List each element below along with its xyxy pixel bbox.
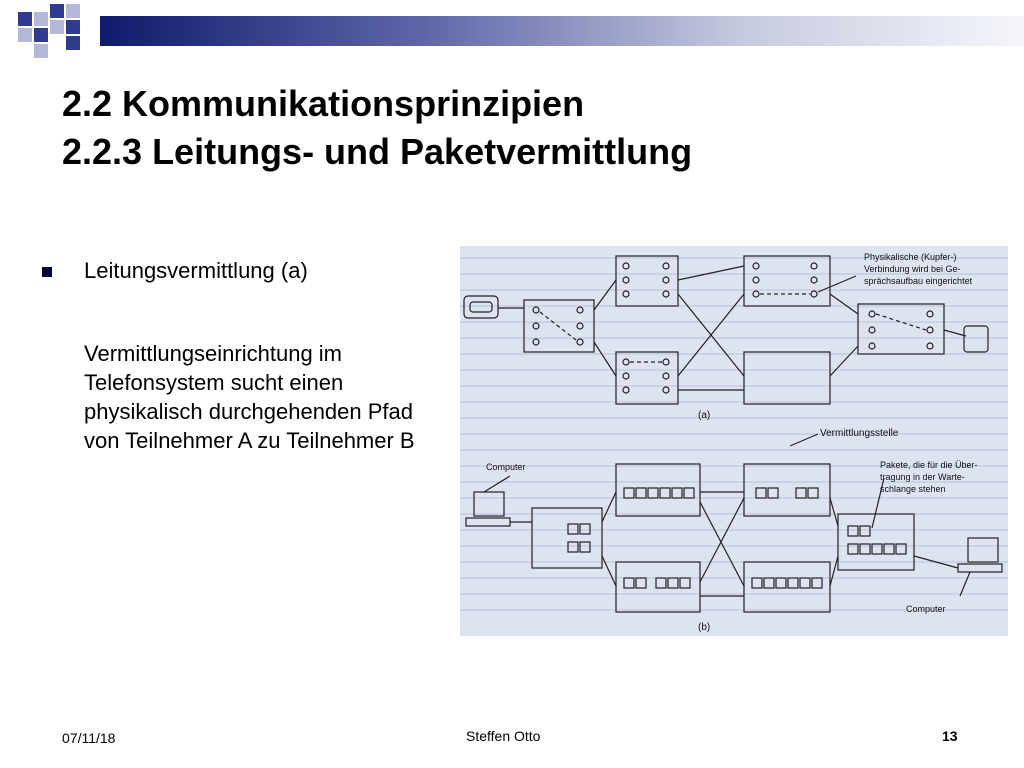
label-b: (b) xyxy=(698,622,711,633)
note-physical-line-2: Verbindung wird bei Ge- xyxy=(864,264,961,274)
decor-square xyxy=(50,20,64,34)
decor-square xyxy=(34,28,48,42)
label-computer-right: Computer xyxy=(906,604,946,614)
decor-square xyxy=(66,36,80,50)
title-line-2: 2.2.3 Leitungs- und Paketvermittlung xyxy=(62,131,693,172)
note-packets-line-3: schlange stehen xyxy=(880,484,946,494)
bullet-label: Leitungsvermittlung (a) xyxy=(84,258,308,283)
decor-square xyxy=(34,12,48,26)
label-a: (a) xyxy=(698,410,711,421)
body-paragraph: Vermittlungseinrichtung im Telefonsystem sucht einen physikalisch durchgehenden Pfad von Teilnehmer A zu Teilnehmer B xyxy=(84,341,415,453)
decor-square xyxy=(66,20,80,34)
note-packets-line-1: Pakete, die für die Über- xyxy=(880,460,978,470)
decor-square xyxy=(34,44,48,58)
bullet-square-icon xyxy=(42,267,52,277)
note-packets-line-2: tragung in der Warte- xyxy=(880,472,965,482)
decor-square xyxy=(18,28,32,42)
decor-square xyxy=(50,4,64,18)
bullet-item xyxy=(42,256,308,286)
label-computer-left: Computer xyxy=(486,462,526,472)
header-gradient-bar xyxy=(100,16,1024,46)
footer-author: Steffen Otto xyxy=(466,728,541,744)
footer-date: 07/11/18 xyxy=(62,730,116,746)
label-switching-office: Vermittlungsstelle xyxy=(820,428,899,439)
footer-page-number: 13 xyxy=(942,728,958,744)
slide-title xyxy=(62,80,962,176)
note-physical-line-3: sprächsaufbau eingerichtet xyxy=(864,276,973,286)
decor-square xyxy=(18,12,32,26)
decor-square xyxy=(66,4,80,18)
network-switching-figure xyxy=(460,246,1008,636)
title-line-1: 2.2 Kommunikationsprinzipien xyxy=(62,83,585,124)
note-physical-line-1: Physikalische (Kupfer-) xyxy=(864,252,957,262)
figure-drawing xyxy=(460,246,1008,636)
